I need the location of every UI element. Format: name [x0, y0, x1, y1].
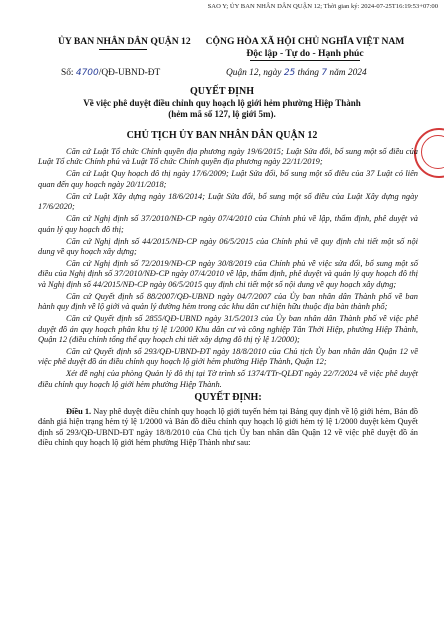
date-part: năm 2024	[327, 68, 367, 78]
proposal-paragraph: Xét đề nghị của phòng Quản lý đô thị tại Tờ trình số 1374/TTr-QLĐT ngày 22/7/2024 về việc phê duyệt điều chỉnh quy hoạch lộ giới hẻm phường Hiệp Thành.	[38, 369, 418, 389]
digital-signature-note: SAO Y; ỦY BAN NHÂN DÂN QUẬN 12; Thời gian ký: 2024-07-25T16:19:53+07:00	[207, 3, 438, 10]
legal-basis-paragraph: Căn cứ Luật Quy hoạch đô thị ngày 17/6/2009; Luật Sửa đổi, bổ sung một số điều của 37 Luật có liên quan đến quy hoạch ngày 20/11/2018;	[38, 169, 418, 189]
document-number-suffix: /QĐ-UBND-ĐT	[98, 68, 161, 78]
legal-basis-paragraph: Căn cứ Quyết định số 293/QĐ-UBND-ĐT ngày 18/8/2010 của Chủ tịch Ủy ban nhân dân Quận 12 về việc phê duyệt đồ án điều chỉnh quy hoạch lộ giới hẻm phường Hiệp Thành, Quận 12;	[38, 347, 418, 367]
national-title: CỘNG HÒA XÃ HỘI CHỦ NGHĨA VIỆT NAM	[205, 36, 405, 47]
national-header	[195, 36, 415, 61]
date-part: Quận 12, ngày	[226, 68, 284, 78]
legal-basis-paragraph: Căn cứ Luật Xây dựng ngày 18/6/2014; Luật Sửa đổi, bổ sung một số điều của Luật Xây dựng ngày 17/6/2020;	[38, 191, 418, 212]
divider	[99, 49, 147, 50]
article-1-text: Nay phê duyệt điều chỉnh quy hoạch lộ giới tuyến hẻm tại Bảng quy định về lộ giới hẻm, Bản đồ đánh giá hiện trạng hẻm tỷ lệ 1/2000 và Bản đồ điều chỉnh quy hoạch lộ giới hẻm tỷ lệ 1/2000 duyệt kèm Quyết định số 293/QĐ-UBND-ĐT ngày 18/8/2010 của Chủ tịch Ủy ban nhân dân Quận 12 về việc phê duyệt đồ án điều chỉnh quy hoạch lộ giới hẻm phường Hiệp Thành như sau:	[38, 406, 418, 447]
document-body	[38, 147, 418, 450]
legal-basis-paragraph: Căn cứ Nghị định số 72/2019/NĐ-CP ngày 30/8/2019 của Chính phủ về việc sửa đổi, bổ sung một số điều của Nghị định số 37/2010/NĐ-CP ngày 07/4/2010 về lập, thẩm định, phê duyệt và quản lý quy hoạch đô thị và Nghị định số 44/2015/NĐ-CP ngày 06/5/2015 quy định chi tiết một số nội dung về quy hoạch xây dựng;	[38, 259, 418, 289]
national-motto: Độc lập - Tự do - Hạnh phúc	[246, 48, 364, 59]
document-title: QUYẾT ĐỊNH	[190, 86, 254, 97]
legal-basis-paragraph: Căn cứ Nghị định số 44/2015/NĐ-CP ngày 06/5/2015 của Chính phủ về quy định chi tiết một số nội dung về quy hoạch xây dựng;	[38, 236, 418, 257]
subtitle-line: (hẻm mã số 127, lộ giới 5m).	[168, 109, 276, 119]
decision-heading: QUYẾT ĐỊNH:	[194, 392, 262, 404]
article-1	[38, 407, 418, 449]
issuer-heading: CHỦ TỊCH ỦY BAN NHÂN DÂN QUẬN 12	[126, 130, 318, 141]
issue-date	[226, 68, 367, 78]
legal-basis-paragraph: Căn cứ Nghị định số 37/2010/NĐ-CP ngày 07/4/2010 của Chính phủ về lập, thẩm định, phê duyệt và quản lý quy hoạch đô thị;	[38, 214, 418, 234]
document-number-handwritten: 4700	[75, 68, 99, 78]
document-number	[61, 68, 160, 78]
legal-basis-paragraph: Căn cứ Luật Tổ chức Chính quyền địa phương ngày 19/6/2015; Luật Sửa đổi, bổ sung một số điều của Luật Tổ chức Chính phủ và Luật Tổ chức Chính quyền địa phương ngày 22/11/2019;	[38, 147, 418, 167]
article-1-label: Điều 1.	[66, 406, 92, 416]
issuing-authority-name: ỦY BAN NHÂN DÂN QUẬN 12	[58, 36, 191, 47]
issuing-authority	[58, 36, 191, 50]
legal-basis-paragraph: Căn cứ Quyết định số 2855/QĐ-UBND ngày 31/5/2013 của Ủy ban nhân dân Thành phố về việc phê duyệt đồ án quy hoạch phân khu tỷ lệ 1/2000 Khu dân cư và công nghiệp Tân Thới Hiệp, phường Hiệp Thành, Quận 12 (điều chỉnh tổng thể quy hoạch chi tiết xây dựng đô thị tỷ lệ 1/2000);	[38, 314, 418, 345]
document-number-prefix: Số:	[61, 68, 76, 78]
legal-basis-paragraph: Căn cứ Quyết định số 88/2007/QĐ-UBND ngày 04/7/2007 của Ủy ban nhân dân Thành phố về ban hành quy định về lộ giới và quản lý đường hẻm trong các khu dân cư hiện hữu thuộc địa bàn thành phố;	[38, 291, 418, 312]
date-month-handwritten: 7	[321, 68, 328, 78]
subtitle-line: Về việc phê duyệt điều chỉnh quy hoạch lộ giới hẻm phường Hiệp Thành	[83, 98, 361, 108]
divider	[250, 60, 360, 61]
document-subtitle	[0, 98, 444, 120]
date-day-handwritten: 25	[283, 68, 296, 78]
date-part: tháng	[295, 68, 322, 78]
